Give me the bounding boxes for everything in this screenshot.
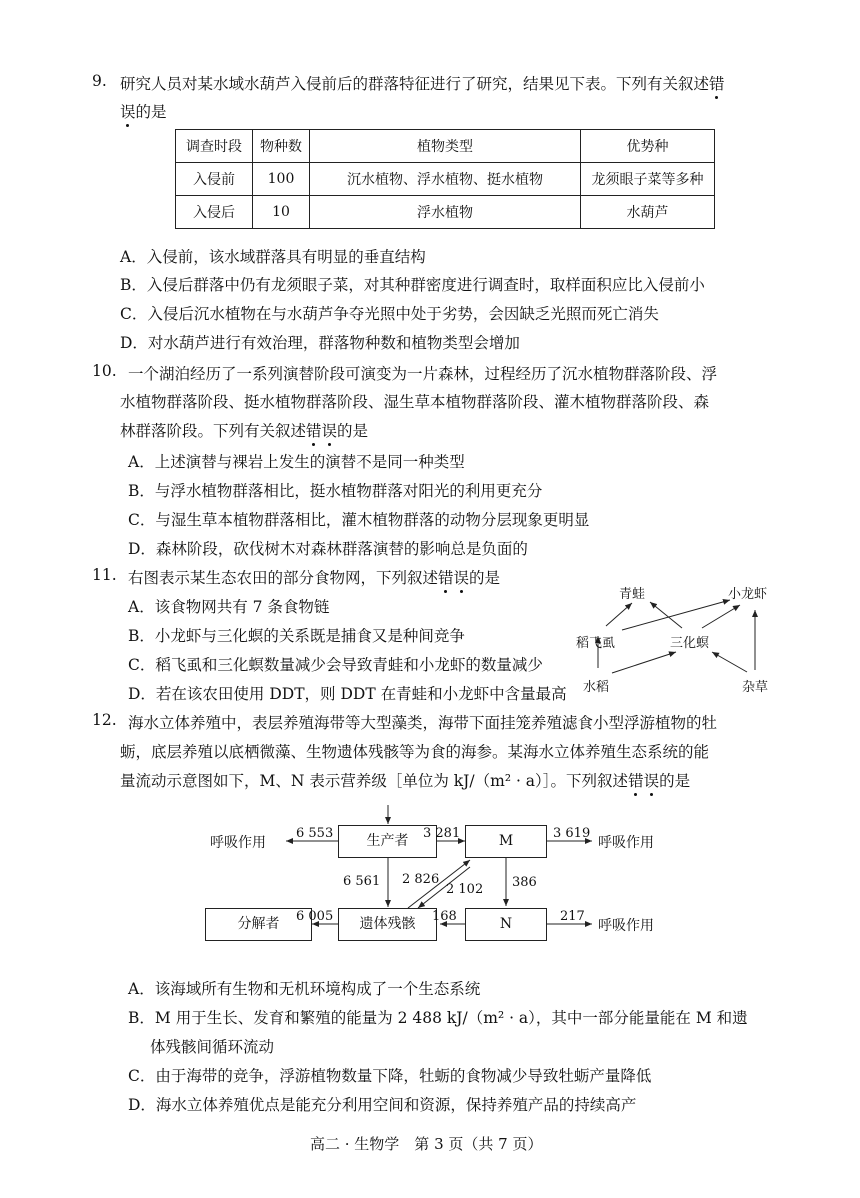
q10-option-d: D．森林阶段，砍伐树木对森林群落演替的影响总是负面的 — [128, 540, 528, 558]
flow-value: 168 — [432, 909, 457, 924]
q11-option-a: A．该食物网共有 7 条食物链 — [128, 598, 330, 616]
q10-emphasis-char: 错 — [306, 419, 322, 441]
table-header-cell: 物种数 — [253, 130, 310, 163]
q10-number: 10. — [92, 362, 117, 380]
q9-option-b: B．入侵后群落中仍有龙须眼子菜，对其种群密度进行调查时，取样面积应比入侵前小 — [120, 276, 705, 294]
q9-option-c: C．入侵后沉水植物在与水葫芦争夺光照中处于劣势，会因缺乏光照而死亡消失 — [120, 305, 659, 323]
flow-value: 6 005 — [296, 909, 334, 924]
q11-option-c: C．稻飞虱和三化螟数量减少会导致青蛙和小龙虾的数量减少 — [128, 656, 543, 674]
table-cell: 10 — [253, 196, 310, 229]
q9-option-a: A．入侵前，该水域群落具有明显的垂直结构 — [120, 248, 426, 266]
m-box: M — [465, 825, 547, 858]
q11-emphasis-char: 错 — [438, 566, 454, 588]
q12-emphasis-char: 错 — [628, 769, 644, 791]
flow-value: 6 553 — [296, 826, 334, 841]
q12-option-d: D．海水立体养殖优点是能充分利用空间和资源，保持养殖产品的持续高产 — [128, 1096, 637, 1114]
q9-stem-text: 研究人员对某水域水葫芦入侵前后的群落特征进行了研究，结果见下表。下列有关叙述 — [120, 75, 710, 93]
producer-box: 生产者 — [338, 825, 437, 858]
q12-number: 12. — [92, 711, 117, 729]
q11-option-b: B．小龙虾与三化螟的关系既是捕食又是种间竞争 — [128, 627, 465, 645]
node-rice: 水稻 — [583, 680, 610, 695]
flow-value: 2 826 — [402, 872, 440, 887]
q12-option-a: A．该海域所有生物和无机环境构成了一个生态系统 — [128, 980, 481, 998]
node-frog: 青蛙 — [619, 587, 646, 602]
q11-stem-tail: 的是 — [469, 569, 501, 587]
q11-stem-text: 右图表示某生态农田的部分食物网，下列叙述 — [128, 569, 439, 587]
flow-value: 3 281 — [423, 826, 461, 841]
table-header-cell: 调查时段 — [176, 130, 253, 163]
q9-option-d: D．对水葫芦进行有效治理，群落物种数和植物类型会增加 — [120, 334, 520, 352]
table-cell: 龙须眼子菜等多种 — [581, 163, 715, 196]
node-borer: 三化螟 — [670, 636, 710, 651]
q10-stem-line1: 一个湖泊经历了一系列演替阶段可演变为一片森林，过程经历了沉水植物群落阶段、浮 — [128, 365, 718, 383]
table-cell: 浮水植物 — [310, 196, 581, 229]
node-crayfish: 小龙虾 — [728, 587, 768, 602]
n-box: N — [465, 908, 547, 941]
q9-emphasis-char: 误 — [120, 100, 136, 122]
table-cell: 入侵后 — [176, 196, 253, 229]
q12-stem-line2: 蛎，底层养殖以底栖微藻、生物遗体残骸等为食的海参。某海水立体养殖生态系统的能 — [120, 743, 710, 761]
flow-value: 2 102 — [446, 882, 484, 897]
respiration-label: 呼吸作用 — [598, 918, 654, 934]
flow-value: 6 561 — [343, 874, 381, 889]
q10-stem-tail: 的是 — [337, 422, 369, 440]
q12-option-b: B．M 用于生长、发育和繁殖的能量为 2 488 kJ/（m² · a），其中一部分能量能在 M 和遗 — [128, 1009, 748, 1027]
flow-value: 3 619 — [553, 826, 591, 841]
q10-emphasis-char: 误 — [322, 419, 338, 441]
q9-number: 9. — [92, 72, 107, 90]
q10-option-b: B．与浮水植物群落相比，挺水植物群落对阳光的利用更充分 — [128, 482, 543, 500]
q12-option-c: C．由于海带的竞争，浮游植物数量下降，牡蛎的食物减少导致牡蛎产量降低 — [128, 1067, 652, 1085]
q12-option-b-cont: 体残骸间循环流动 — [150, 1038, 275, 1056]
q11-number: 11. — [92, 566, 117, 584]
q10-stem-line2: 水植物群落阶段、挺水植物群落阶段、湿生草本植物群落阶段、灌木植物群落阶段、森 — [120, 393, 710, 411]
table-header-cell: 植物类型 — [310, 130, 581, 163]
page-footer: 高二 · 生物学 第 3 页（共 7 页） — [310, 1135, 543, 1153]
node-weed: 杂草 — [742, 680, 769, 695]
q11-option-d: D．若在该农田使用 DDT，则 DDT 在青蛙和小龙虾中含量最高 — [128, 685, 567, 703]
respiration-label: 呼吸作用 — [598, 835, 654, 851]
table-cell: 入侵前 — [176, 163, 253, 196]
q12-emphasis-char: 误 — [644, 769, 660, 791]
q10-option-c: C．与湿生草本植物群落相比，灌木植物群落的动物分层现象更明显 — [128, 511, 590, 529]
table-header-cell: 优势种 — [581, 130, 715, 163]
q10-option-a: A．上述演替与裸岩上发生的演替不是同一种类型 — [128, 453, 465, 471]
q12-stem-tail: 的是 — [659, 772, 691, 790]
flow-value: 217 — [560, 909, 585, 924]
node-planthopper: 稻飞虱 — [576, 636, 616, 651]
q11-emphasis-char: 误 — [454, 566, 470, 588]
flow-value: 386 — [512, 875, 537, 890]
q9-stem-tail: 的是 — [135, 103, 167, 121]
table-cell: 沉水植物、浮水植物、挺水植物 — [310, 163, 581, 196]
q12-stem-line1: 海水立体养殖中，表层养殖海带等大型藻类，海带下面挂笼养殖滤食小型浮游植物的牡 — [128, 714, 718, 732]
table-cell: 100 — [253, 163, 310, 196]
respiration-label: 呼吸作用 — [210, 835, 266, 851]
remains-box: 遗体残骸 — [338, 908, 437, 941]
q12-stem-text: 量流动示意图如下，M、N 表示营养级［单位为 kJ/（m² · a）］。下列叙述 — [120, 772, 629, 790]
decomposer-box: 分解者 — [205, 908, 312, 941]
q9-emphasis-char: 错 — [709, 72, 725, 94]
q10-stem-text: 林群落阶段。下列有关叙述 — [120, 422, 307, 440]
table-cell: 水葫芦 — [581, 196, 715, 229]
